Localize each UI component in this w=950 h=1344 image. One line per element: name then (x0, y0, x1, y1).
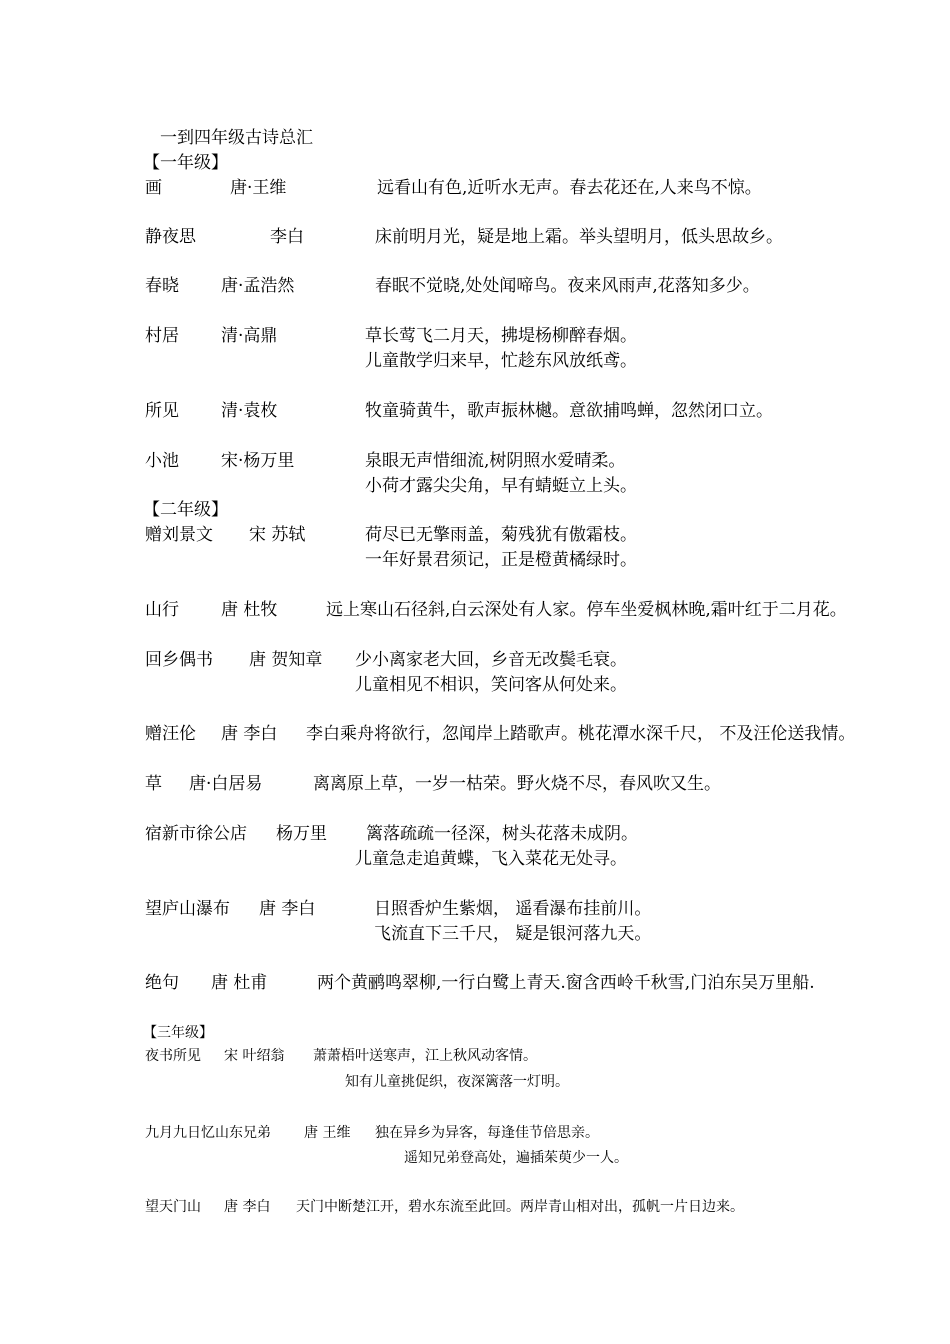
poem-author: 唐 王维 (304, 1125, 351, 1141)
poem-title: 回乡偶书 (145, 650, 213, 670)
poem-title: 草 (145, 774, 162, 794)
poem-author: 李白 (270, 227, 304, 247)
poem-author: 唐 李白 (221, 724, 278, 744)
poem-title: 山行 (145, 600, 179, 620)
poem-title: 望天门山 (145, 1199, 201, 1215)
section-grade-3: 【三年级】 (143, 1025, 213, 1041)
poem-line: 远上寒山石径斜,白云深处有人家。停车坐爱枫林晚,霜叶红于二月花。 (326, 600, 847, 620)
poem-line: 草长莺飞二月天，拂堤杨柳醉春烟。 (365, 326, 637, 346)
poem-line: 萧萧梧叶送寒声，江上秋风动客情。 (313, 1048, 537, 1064)
section-grade-2: 【二年级】 (143, 500, 228, 520)
poem-line: 牧童骑黄牛，歌声振林樾。意欲捕鸣蝉，忽然闭口立。 (365, 401, 773, 421)
poem-title: 夜书所见 (145, 1048, 201, 1064)
poem-line: 远看山有色,近听水无声。春去花还在,人来鸟不惊。 (377, 178, 762, 198)
poem-author: 清·袁枚 (221, 401, 278, 421)
poem-title: 村居 (145, 326, 179, 346)
poem-line: 小荷才露尖尖角，早有蜻蜓立上头。 (365, 476, 637, 496)
section-grade-1: 【一年级】 (143, 153, 228, 173)
poem-title: 望庐山瀑布 (145, 899, 230, 919)
poem-line: 一年好景君须记，正是橙黄橘绿时。 (365, 550, 637, 570)
poem-author: 唐 李白 (224, 1199, 271, 1215)
poem-line: 日照香炉生紫烟， 遥看瀑布挂前川。 (374, 899, 652, 919)
poem-author: 宋·杨万里 (221, 451, 295, 471)
poem-line: 儿童急走追黄蝶，飞入菜花无处寻。 (355, 849, 627, 869)
poem-line: 两个黄鹂鸣翠柳,一行白鹭上青天.窗含西岭千秋雪,门泊东吴万里船. (317, 973, 815, 993)
poem-line: 泉眼无声惜细流,树阴照水爱晴柔。 (365, 451, 626, 471)
poem-author: 唐·孟浩然 (221, 276, 295, 296)
poem-line: 儿童散学归来早，忙趁东风放纸鸢。 (365, 351, 637, 371)
poem-title: 春晓 (145, 276, 179, 296)
poem-line: 荷尽已无擎雨盖，菊残犹有傲霜枝。 (365, 525, 637, 545)
poem-line: 知有儿童挑促织，夜深篱落一灯明。 (345, 1074, 569, 1090)
poem-title: 画 (145, 178, 162, 198)
poem-author: 唐 李白 (259, 899, 316, 919)
poem-line: 遥知兄弟登高处，遍插茱萸少一人。 (404, 1150, 628, 1166)
poem-title: 赠汪伦 (145, 724, 196, 744)
poem-line: 儿童相见不相识，笑问客从何处来。 (355, 675, 627, 695)
poem-title: 宿新市徐公店 (145, 824, 247, 844)
poem-line: 少小离家老大回，乡音无改鬓毛衰。 (355, 650, 627, 670)
poem-author: 宋 叶绍翁 (224, 1048, 285, 1064)
poem-author: 唐·白居易 (189, 774, 263, 794)
poem-author: 杨万里 (276, 824, 327, 844)
poem-title: 静夜思 (145, 227, 196, 247)
poem-author: 唐 贺知章 (249, 650, 323, 670)
poem-author: 清·高鼎 (221, 326, 278, 346)
poem-line: 床前明月光，疑是地上霜。举头望明月，低头思故乡。 (375, 227, 783, 247)
poem-line: 春眠不觉晓,处处闻啼鸟。夜来风雨声,花落知多少。 (375, 276, 760, 296)
poem-title: 九月九日忆山东兄弟 (145, 1125, 271, 1141)
poem-line: 独在异乡为异客，每逢佳节倍思亲。 (375, 1125, 599, 1141)
poem-line: 离离原上草，一岁一枯荣。野火烧不尽，春风吹又生。 (313, 774, 721, 794)
poem-line: 篱落疏疏一径深，树头花落未成阴。 (366, 824, 638, 844)
poem-author: 唐 杜甫 (211, 973, 268, 993)
poem-line: 飞流直下三千尺， 疑是银河落九天。 (374, 924, 652, 944)
document-title: 一到四年级古诗总汇 (160, 128, 313, 148)
poem-line: 天门中断楚江开，碧水东流至此回。两岸青山相对出，孤帆一片日边来。 (296, 1199, 744, 1215)
poem-title: 绝句 (145, 973, 179, 993)
poem-title: 小池 (145, 451, 179, 471)
poem-title: 所见 (145, 401, 179, 421)
poem-line: 李白乘舟将欲行，忽闻岸上踏歌声。桃花潭水深千尺， 不及汪伦送我情。 (306, 724, 856, 744)
poem-author: 唐 杜牧 (221, 600, 278, 620)
poem-author: 唐·王维 (230, 178, 287, 198)
poem-title: 赠刘景文 (145, 525, 213, 545)
poem-author: 宋 苏轼 (249, 525, 306, 545)
